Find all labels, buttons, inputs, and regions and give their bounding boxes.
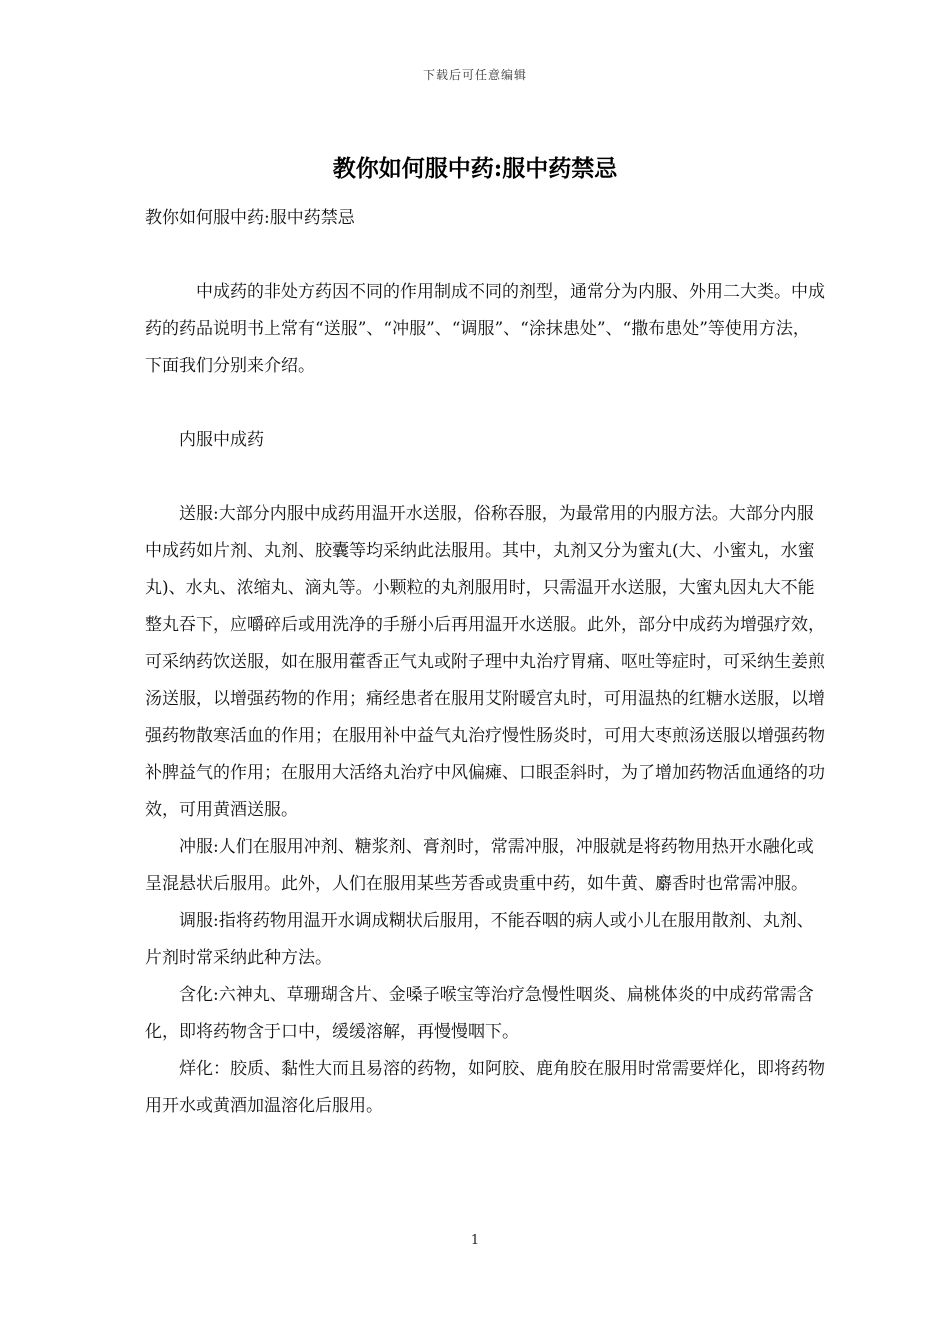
paragraph-chongfu: 冲服:人们在服用冲剂、糖浆剂、膏剂时，常需冲服，冲服就是将药物用热开水融化或呈混悬状后服用。此外，人们在服用某些芳香或贵重中药，如牛黄、麝香时也常需冲服。 bbox=[145, 837, 814, 894]
paragraph-songfu: 送服:大部分内服中成药用温开水送服，俗称吞服，为最常用的内服方法。大部分内服中成药如片剂、丸剂、胶囊等均采纳此法服用。其中，丸剂又分为蜜丸(大、小蜜丸，水蜜丸)、水丸、浓缩丸、滴丸等。小颗粒的丸剂服用时，只需温开水送服，大蜜丸因丸大不能整丸吞下，应嚼碎后或用洗净的手掰小后再用温开水送服。此外，部分中成药为增强疗效，可采纳药饮送服，如在服用藿香正气丸或附子理中丸治疗胃痛、呕吐等症时，可采纳生姜煎汤送服，以增强药物的作用；痛经患者在服用艾附暖宫丸时，可用温热的红糖水送服，以增强药物散寒活血的作用；在服用补中益气丸治疗慢性肠炎时，可用大枣煎汤送服以增强药物补脾益气的作用；在服用大活络丸治疗中风偏瘫、口眼歪斜时，为了增加药物活血通络的功效，可用黄酒送服。 bbox=[145, 504, 825, 820]
paragraph-hanhua: 含化:六神丸、草珊瑚含片、金嗓子喉宝等治疗急慢性咽炎、扁桃体炎的中成药常需含化，即将药物含于口中，缓缓溶解，再慢慢咽下。 bbox=[145, 985, 814, 1042]
intro-paragraph: 中成药的非处方药因不同的作用制成不同的剂型，通常分为内服、外用二大类。中成药的药品说明书上常有“送服”、“冲服”、“调服”、“涂抹患处”、“撒布患处”等使用方法，下面我们分别来介绍。 bbox=[145, 282, 825, 376]
page-number: 1 bbox=[470, 1233, 480, 1248]
document-subtitle: 教你如何服中药:服中药禁忌 bbox=[145, 208, 355, 228]
document-title: 教你如何服中药:服中药禁忌 bbox=[332, 155, 618, 182]
document-body bbox=[145, 200, 825, 1125]
paragraph-yanghua: 烊化：胶质、黏性大而且易溶的药物，如阿胶、鹿角胶在服用时常需要烊化，即将药物用开水或黄酒加温溶化后服用。 bbox=[145, 1059, 825, 1116]
section-heading: 内服中成药 bbox=[179, 430, 264, 450]
page-header: 下载后可任意编辑 bbox=[422, 68, 527, 82]
paragraph-tiaofu: 调服:指将药物用温开水调成糊状后服用，不能吞咽的病人或小儿在服用散剂、丸剂、片剂时常采纳此种方法。 bbox=[145, 911, 814, 968]
